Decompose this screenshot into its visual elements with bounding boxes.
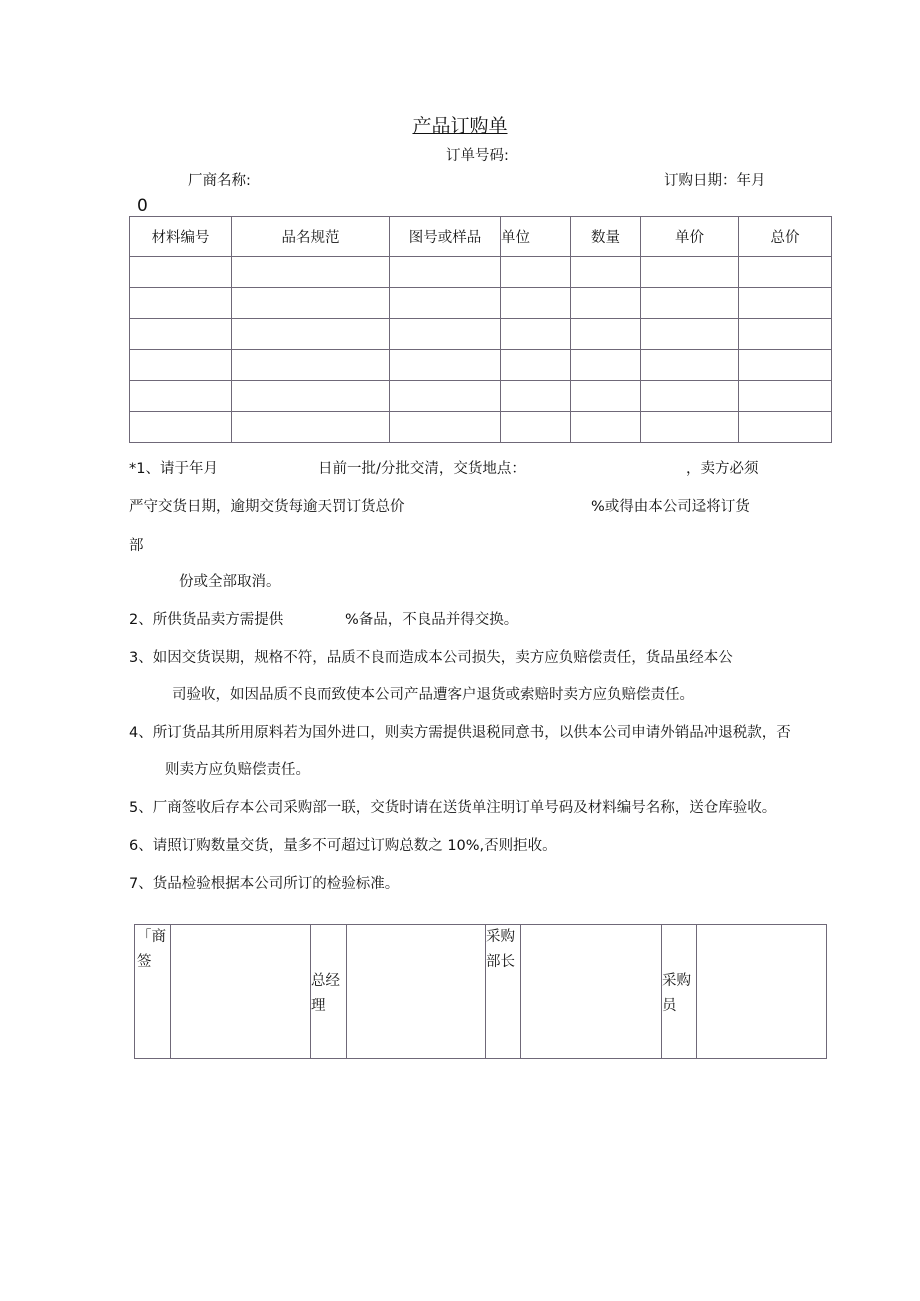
term-text: ，卖方必须 <box>686 461 759 477</box>
table-cell[interactable] <box>501 257 571 288</box>
table-cell[interactable] <box>571 412 641 443</box>
table-row <box>130 257 832 288</box>
gm-sign-field[interactable] <box>347 925 486 1059</box>
table-cell[interactable] <box>390 257 501 288</box>
table-cell[interactable] <box>130 412 232 443</box>
term-text: 份或全部取消。 <box>179 574 281 590</box>
table-cell[interactable] <box>641 288 739 319</box>
table-row <box>130 412 832 443</box>
order-number-label: 订单号码: <box>446 148 509 164</box>
table-cell[interactable] <box>501 412 571 443</box>
document-title: 产品订购单 <box>412 115 508 137</box>
table-cell[interactable] <box>501 381 571 412</box>
table-cell[interactable] <box>390 381 501 412</box>
term-text: 2、所供货品卖方需提供 <box>129 612 284 628</box>
table-header-row <box>130 217 832 257</box>
term-text: 6、请照订购数量交货，量多不可超过订购总数之 10%,否则拒收。 <box>129 838 557 854</box>
buyer-label: 采购员 <box>662 925 697 1059</box>
table-cell[interactable] <box>130 257 232 288</box>
table-cell[interactable] <box>571 319 641 350</box>
term-text: 日前一批/分批交清，交货地点： <box>318 461 526 477</box>
table-cell[interactable] <box>571 257 641 288</box>
term-text: %或得由本公司迳将订货 <box>591 499 750 515</box>
table-cell[interactable] <box>501 288 571 319</box>
items-table <box>129 216 832 443</box>
table-cell[interactable] <box>641 350 739 381</box>
table-cell[interactable] <box>390 412 501 443</box>
order-date-label: 订购日期：年月 <box>664 173 766 189</box>
table-cell[interactable] <box>232 288 390 319</box>
vendor-sign-field[interactable] <box>171 925 311 1059</box>
gm-label: 总经理 <box>311 925 347 1059</box>
term-text: 部 <box>129 538 144 554</box>
table-cell[interactable] <box>739 288 832 319</box>
table-cell[interactable] <box>739 319 832 350</box>
table-cell[interactable] <box>641 412 739 443</box>
term-text: 严守交货日期，逾期交货每逾天罚订货总价 <box>129 499 405 515</box>
table-row <box>130 350 832 381</box>
table-cell[interactable] <box>739 412 832 443</box>
col-header: 品名规范 <box>232 217 390 257</box>
table-cell[interactable] <box>501 350 571 381</box>
table-cell[interactable] <box>232 381 390 412</box>
dept-head-label: 采购部长 <box>486 925 521 1059</box>
term-text: 5、厂商签收后存本公司采购部一联，交货时请在送货单注明订单号码及材料编号名称，送仓库验收。 <box>129 800 777 816</box>
table-cell[interactable] <box>739 350 832 381</box>
table-cell[interactable] <box>571 288 641 319</box>
table-row <box>130 288 832 319</box>
table-cell[interactable] <box>390 319 501 350</box>
table-cell[interactable] <box>232 257 390 288</box>
table-cell[interactable] <box>641 257 739 288</box>
term-text: 4、所订货品其所用原料若为国外进口，则卖方需提供退税同意书，以供本公司申请外销品冲退税款，否 <box>129 725 791 741</box>
signature-table <box>134 924 827 1059</box>
term-text: 司验收，如因品质不良而致使本公司产品遭客户退货或索赔时卖方应负赔偿责任。 <box>172 687 694 703</box>
col-header: 总价 <box>739 217 832 257</box>
col-header: 图号或样品 <box>390 217 501 257</box>
table-cell[interactable] <box>641 319 739 350</box>
col-header: 数量 <box>571 217 641 257</box>
vendor-name-label: 厂商名称: <box>188 173 251 189</box>
term-text: %备品，不良品并得交换。 <box>345 612 519 628</box>
table-cell[interactable] <box>739 381 832 412</box>
table-row <box>130 319 832 350</box>
table-cell[interactable] <box>130 350 232 381</box>
table-cell[interactable] <box>232 319 390 350</box>
col-header: 单位 <box>501 217 571 257</box>
col-header: 材料编号 <box>130 217 232 257</box>
col-header: 单价 <box>641 217 739 257</box>
vendor-sign-label: 「商签 <box>135 925 171 1059</box>
table-cell[interactable] <box>501 319 571 350</box>
stray-zero: 0 <box>137 196 148 216</box>
table-cell[interactable] <box>232 350 390 381</box>
term-text: 3、如因交货误期，规格不符，品质不良而造成本公司损失，卖方应负赔偿责任，货品虽经本公 <box>129 650 733 666</box>
table-cell[interactable] <box>130 319 232 350</box>
term-text: *1、请于年月 <box>129 461 218 477</box>
table-cell[interactable] <box>232 412 390 443</box>
table-cell[interactable] <box>571 381 641 412</box>
table-cell[interactable] <box>641 381 739 412</box>
table-cell[interactable] <box>390 288 501 319</box>
table-cell[interactable] <box>130 288 232 319</box>
buyer-sign-field[interactable] <box>697 925 827 1059</box>
term-text: 7、货品检验根据本公司所订的检验标准。 <box>129 876 400 892</box>
table-cell[interactable] <box>390 350 501 381</box>
table-cell[interactable] <box>130 381 232 412</box>
dept-head-sign-field[interactable] <box>521 925 662 1059</box>
table-row <box>130 381 832 412</box>
term-text: 则卖方应负赔偿责任。 <box>165 762 310 778</box>
table-cell[interactable] <box>571 350 641 381</box>
table-cell[interactable] <box>739 257 832 288</box>
